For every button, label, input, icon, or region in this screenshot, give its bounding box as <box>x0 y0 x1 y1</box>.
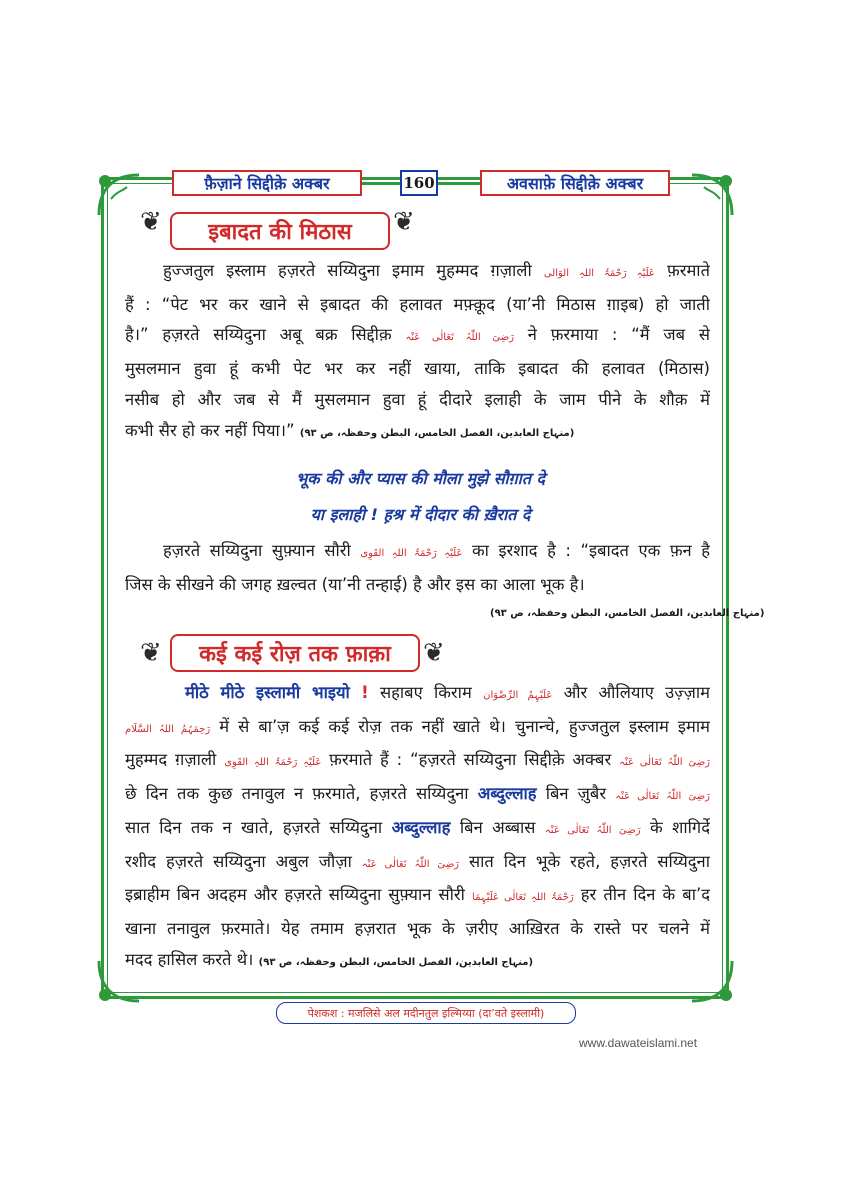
text-line: खाना तनावुल फ़रमाते। येह तमाम हज़रात भूक के ज़रीए आख़िरत के रास्ते पर चलने में <box>125 918 710 938</box>
honorific-sahaba: عَلَیْہِمُ الرِّضْوَان <box>483 690 553 701</box>
publisher-footer: पेशकश : मजलिसे अल मदीनतुल इल्मिय्या (दा’वते इस्लामी) <box>276 1002 576 1024</box>
text-line: कभी सैर हो कर नहीं पिया।” (منہاج العابدین، الفصل الخامس، البطن وحفظہ، ص ٩٣) <box>125 420 575 440</box>
header-rule-right <box>437 182 481 185</box>
paragraph-sufyan-thauri <box>125 536 710 600</box>
text-line: नसीब हो और जब से मैं मुसलमान हुवा हूं दीदारे इलाही के जाम पीने के शौक़ में <box>125 389 710 409</box>
text-line: मुसलमान हुवा हूं कभी पेट भर कर नहीं खाया, ताकि इबादत की हलावत (मिठास) <box>125 359 710 379</box>
reference-minhaj-3: (منہاج العابدین، الفصل الخامس، البطن وحفظہ، ص ٩٣) <box>258 956 534 968</box>
text-line: मदद हासिल करते थे। (منہاج العابدین، الفصل الخامس، البطن وحفظہ، ص ٩٣) <box>125 949 534 969</box>
honorific-radi: رَضِیَ اللّٰہُ تَعَالٰی عَنْہ <box>405 332 515 344</box>
honorific-radi-5: رَضِیَ اللّٰہُ تَعَالٰی عَنْہ <box>361 858 460 870</box>
corner-ornament-top-right <box>686 169 738 221</box>
corner-ornament-top-left <box>93 169 145 221</box>
text-line: हज़रते सय्यिदुना सुफ़्यान सौरी عَلَیْہِ رَحْمَۃُ اللہِ القَوِی का इरशाद है : “इबादत एक फ़न है <box>163 541 710 560</box>
text-line: मीठे मीठे इस्लामी भाइयो ! सहाबए किराम عَلَیْہِمُ الرِّضْوَان और औलियाए उज़्ज़ाम <box>185 683 710 702</box>
couplet-line-1: भूक की और प्यास की मौला मुझे सौग़ात दे <box>295 469 546 488</box>
page-number: 160 <box>400 170 438 196</box>
heading-ornament-left: ❦ <box>140 207 162 237</box>
text-line: رَحِمَہُمُ اللہُ السَّلَام में से बा’ज़ कई कई रोज़ तक नहीं खाते थे। चुनान्चे, हुज्जतुल इस्लाम इमाम <box>125 716 710 736</box>
paragraph-days-of-fasting <box>125 678 710 978</box>
honorific-auliya: رَحِمَہُمُ اللہُ السَّلَام <box>125 723 211 735</box>
honorific-radi-3: رَضِیَ اللّٰہُ تَعَالٰی عَنْہ <box>615 791 710 803</box>
honorific-thauri: عَلَیْہِ رَحْمَۃُ اللہِ القَوِی <box>360 548 463 559</box>
header-chapter-title: अवसाफ़े सिद्दीक़े अक्बर <box>480 170 670 196</box>
honorific-ghazali-2: عَلَیْہِ رَحْمَۃُ اللہِ القَوِی <box>224 757 322 769</box>
paragraph-ibadat-sweetness <box>125 256 710 449</box>
text-line: हैं : “पेट भर कर खाने से इबादत की हलावत मफ़्क़ूद (या’नी मिठास ग़ाइब) हो जाती <box>125 294 710 314</box>
header-book-title: फ़ैज़ाने सिद्दीक़े अक्बर <box>172 170 362 196</box>
text-line: मुहम्मद ग़ज़ाली عَلَیْہِ رَحْمَۃُ اللہِ القَوِی फ़रमाते हैं : “हज़रते सय्यिदुना सिद्दीक़े अक्बर رَضِیَ اللّٰہُ تَعَالٰی عَنْہ <box>125 750 710 770</box>
honorific-radi-4: رَضِیَ اللّٰہُ تَعَالٰی عَنْہ <box>544 824 641 836</box>
heading-ornament-right: ❦ <box>393 207 415 237</box>
website-link[interactable]: www.dawateislami.net <box>579 1036 698 1050</box>
heading-ornament-right-2: ❦ <box>423 638 445 668</box>
text-line: छे दिन तक कुछ तनावुल न फ़रमाते, हज़रते सय्यिदुना अब्दुल्लाह बिन ज़ुबैर رَضِیَ اللّٰہُ تَعَالٰی عَنْہ <box>125 784 710 804</box>
couplet-line-2: या इलाही ! ह़श्र में दीदार की ख़ैरात दे <box>310 505 531 524</box>
section-heading-fasting: कई कई रोज़ तक फ़ाक़ा <box>170 634 420 672</box>
header-rule-left <box>360 182 402 185</box>
section-heading-ibadat: इबादत की मिठास <box>170 212 390 250</box>
reference-minhaj: (منہاج العابدین، الفصل الخامس، البطن وحفظہ، ص ٩٣) <box>299 427 575 439</box>
text-line: है।” हज़रते सय्यिदुना अबू बक्र सिद्दीक़ رَضِیَ اللّٰہُ تَعَالٰی عَنْہ ने फ़रमाया : “मैं जब से <box>125 325 710 345</box>
text-line: इब्राहीम बिन अदहम और हज़रते सय्यिदुना सुफ़्यान सौरी رَحْمَۃُ اللہِ تَعَالٰی عَلَیْہِمَا हर तीन दिन के बा’द <box>125 885 710 905</box>
text-line: रशीद हज़रते सय्यिदुना अबुल जौज़ा رَضِیَ اللّٰہُ تَعَالٰی عَنْہ सात दिन भूके रहते, हज़रते सय्यिदुना <box>125 851 710 871</box>
text-line: सात दिन तक न खाते, हज़रते सय्यिदुना अब्दुल्लाह बिन अब्बास رَضِیَ اللّٰہُ تَعَالٰی عَنْہ के शागिर्दे <box>125 817 710 837</box>
honorific-radi-2: رَضِیَ اللّٰہُ تَعَالٰی عَنْہ <box>619 757 710 769</box>
text-line: जिस के सीखने की जगह ख़ल्वत (या’नी तन्हाई) है और इस का आला भूक है। <box>125 574 585 594</box>
honorific-both: رَحْمَۃُ اللہِ تَعَالٰی عَلَیْہِمَا <box>472 892 574 904</box>
honorific-ghazali: عَلَیْہِ رَحْمَۃُ اللہِ الوَالی <box>543 268 655 279</box>
reference-minhaj-2: (منہاج العابدین، الفصل الخامس، البطن وحفظہ، ص ٩٣) <box>490 608 765 619</box>
heading-ornament-left-2: ❦ <box>140 638 162 668</box>
text-line: हुज्जतुल इस्लाम हज़रते सय्यिदुना इमाम मुहम्मद ग़ज़ाली عَلَیْہِ رَحْمَۃُ اللہِ الوَالی फ़रमाते <box>163 261 710 280</box>
